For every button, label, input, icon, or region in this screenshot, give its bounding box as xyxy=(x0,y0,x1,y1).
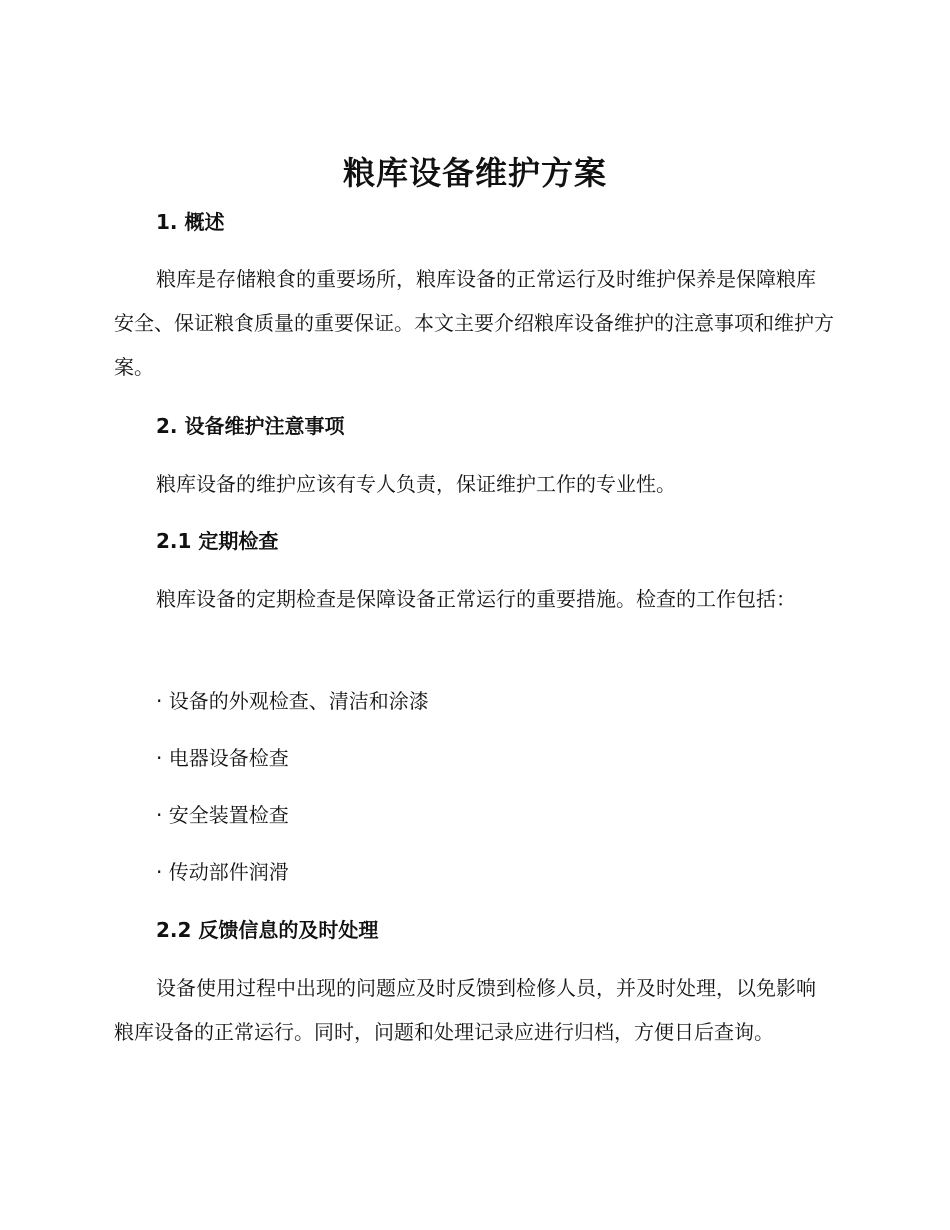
bullet-item-lubrication: · 传动部件润滑 xyxy=(156,860,289,884)
bullet-item-appearance-check: · 设备的外观检查、清洁和涂漆 xyxy=(156,689,429,713)
paragraph-overview: 粮库是存储粮食的重要场所，粮库设备的正常运行及时维护保养是保障粮库安全、保证粮食质量的重要保证。本文主要介绍粮库设备维护的注意事项和维护方案。 xyxy=(114,267,834,379)
bullet-item-electrical-check: · 电器设备检查 xyxy=(156,746,289,770)
paragraph-regular-inspection: 粮库设备的定期检查是保障设备正常运行的重要措施。检查的工作包括： xyxy=(156,587,796,611)
section-heading-regular-inspection: 2.1 定期检查 xyxy=(156,529,279,553)
section-heading-overview: 1. 概述 xyxy=(156,210,225,234)
section-heading-feedback-handling: 2.2 反馈信息的及时处理 xyxy=(156,918,379,942)
section-heading-maintenance-notes: 2. 设备维护注意事项 xyxy=(156,414,345,438)
paragraph-maintenance-notes: 粮库设备的维护应该有专人负责，保证维护工作的专业性。 xyxy=(156,472,676,496)
bullet-item-safety-check: · 安全装置检查 xyxy=(156,803,289,827)
paragraph-feedback-handling: 设备使用过程中出现的问题应及时反馈到检修人员，并及时处理，以免影响粮库设备的正常运行。同时，问题和处理记录应进行归档，方便日后查询。 xyxy=(114,976,816,1044)
document-title: 粮库设备维护方案 xyxy=(342,154,607,192)
